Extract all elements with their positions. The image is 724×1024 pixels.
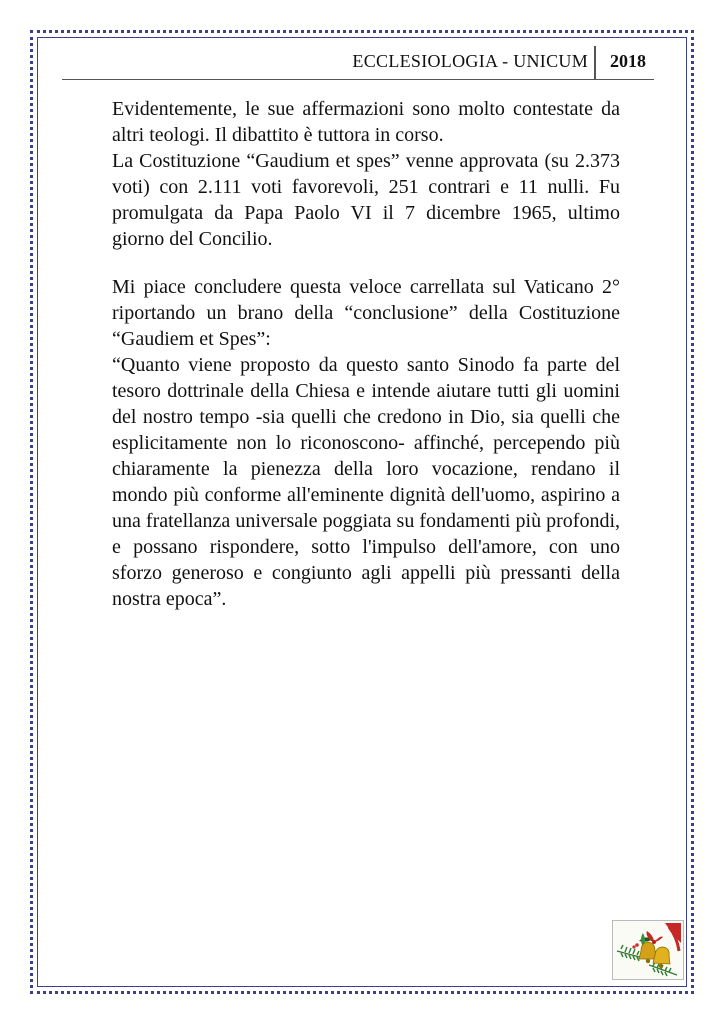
- body-paragraph-2: La Costituzione “Gaudium et spes” venne approvata (su 2.373 voti) con 2.111 voti favorevoli, 251 contrari e 11 nulli. Fu promulgata da Papa Paolo VI il 7 dicembre 1965, ultimo giorno del Concilio.: [112, 150, 620, 250]
- body-quote: “Quanto viene proposto da questo santo Sinodo fa parte del tesoro dottrinale della Chiesa e intende aiutare tutti gli uomini del nostro tempo -sia quelli che credono in Dio, sia quelli che esplicitamente non lo riconoscono- affinché, percependo più chiaramente la pienezza della loro vocazione, rendano il mondo più conforme all'eminente dignità dell'uomo, aspirino a una fratellanza universale poggiata su fondamenti più profondi, e possano rispondere, sotto l'impulso dell'amore, con uno sforzo generoso e congiunto agli appelli più pressanti della nostra epoca”.: [112, 354, 620, 610]
- body-paragraph-1: Evidentemente, le sue affermazioni sono molto contestate da altri teologi. Il dibattito è tuttora in corso.: [112, 98, 620, 146]
- header-rule: [62, 79, 654, 80]
- christmas-bells-icon: [612, 920, 684, 980]
- page-body: [112, 96, 620, 612]
- header-year: 2018: [610, 51, 646, 71]
- body-paragraph-3: Mi piace concludere questa veloce carrellata sul Vaticano 2° riportando un brano della “conclusione” della Costituzione “Gaudiem et Spes”:: [112, 276, 620, 350]
- header-separator: [594, 46, 596, 80]
- page-header: [62, 46, 654, 80]
- christmas-bells-graphic: [613, 921, 683, 979]
- header-title: ECCLESIOLOGIA - UNICUM: [352, 51, 588, 71]
